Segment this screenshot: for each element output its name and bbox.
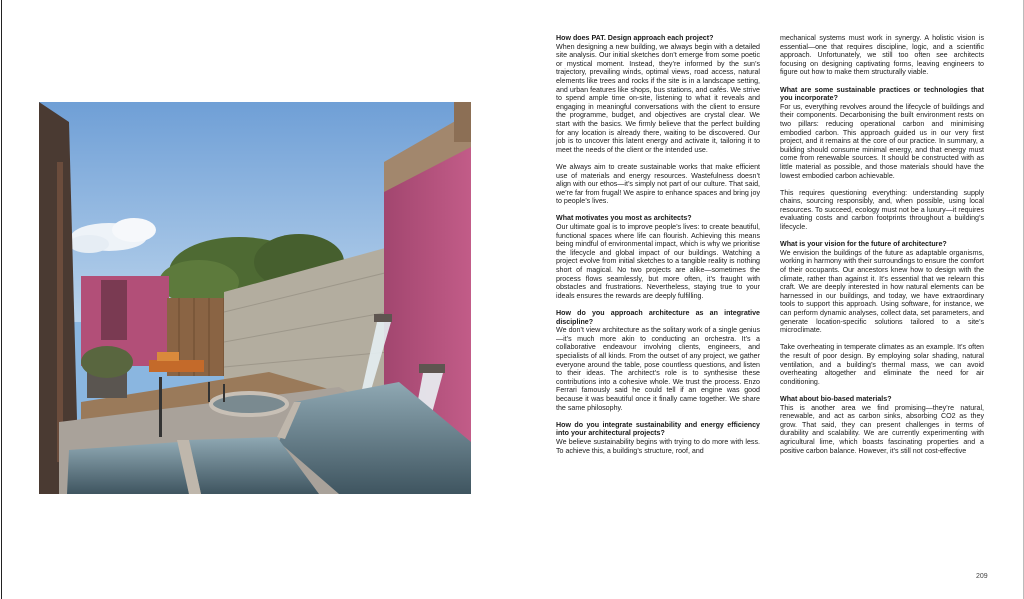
body-paragraph: When designing a new building, we always begin with a detailed site analysis. Our initial sketches don’t emerge from some poetic or mystical moment. Instead, they’re informed by the sun’s trajectory, prevailing winds, optimal views, road access, natural elements like trees and rocks if the site is in a landscape setting, and urban features like shops, bus stations, and cafés. We strive to spend ample time on-site, listening to what it reveals and engaging in meaningful conversations with the client to ensure the programme, budget, and objectives are crystal clear. We start with the basics. We firmly believe that the perfect building for any location is already there, waiting to be discovered. Our job is to uncover this latent energy and activate it, tailoring it to meet the needs of the client or the intended use. [556, 42, 760, 154]
courtyard-photo-illustration [39, 102, 471, 494]
body-paragraph: mechanical systems must work in synergy. A holistic vision is essential—one that requires discipline, logic, and a scientific approach. Unfortunately, we still too often see architects focusing on designing captivating forms, leaving engineers to figure out how to make them structurally viable. [780, 34, 984, 77]
question-heading: What are some sustainable practices or technologies that you incorporate? [780, 85, 984, 103]
body-paragraph: Take overheating in temperate climates as an example. It’s often the result of poor design. By employing solar shading, natural ventilation, and a building’s thermal mass, we can avoid overheating altogether and eliminate the need for air conditioning. [780, 343, 984, 386]
question-heading: How do you approach architecture as an integrative discipline? [556, 309, 760, 326]
body-paragraph: This is another area we find promising—they’re natural, renewable, and act as carbon sinks, absorbing CO2 as they grow. That said, they can present challenges in terms of durability and scalability. We are currently experimenting with agricultural lime, which boasts fascinating properties and a positive carbon balance. However, it’s still not cost-effective [780, 403, 984, 455]
body-paragraph: We always aim to create sustainable works that make efficient use of materials and energy resources. Wastefulness doesn’t align with our ethos—it’s simply not part of our culture. That said, we’re far from frugal! We aspire to enhance spaces and bring joy to people’s lives. [556, 162, 760, 206]
question-heading: How does PAT. Design approach each project? [556, 34, 714, 42]
question-heading: How do you integrate sustainability and energy efficiency into your architectural projects? [556, 420, 760, 438]
text-column-right [780, 34, 984, 455]
body-paragraph: We envision the buildings of the future as adaptable organisms, working in harmony with their surroundings to ensure the comfort of their occupants. Our ancestors knew how to design with the climate, rather than against it. It’s essential that we relearn this craft. We are deeply interested in how natural elements can be harnessed in our buildings, and today, we have extraordinary tools to support this approach. Using software, for instance, we can perform dynamic analyses, collect data, set parameters, and generate location-specific solutions tailored to a site’s microclimate. [780, 248, 984, 335]
body-paragraph: We believe sustainability begins with trying to do more with less. To achieve this, a building’s structure, roof, and [556, 437, 760, 455]
page-number: 209 [976, 573, 988, 580]
body-paragraph: We don’t view architecture as the solitary work of a single genius—it’s much more akin to conducting an orchestra. It’s a collaborative endeavour involving clients, engineers, and specialists of all kinds. From the outset of any project, we gather everyone around the table, pose countless questions, and listen to their ideas. The architect’s role is to synthesise these contributions into a cohesive whole. We trust the process. Enzo Ferrari famously said he could tell if an engine was good because it was beautiful once it finally came together. We share the same philosophy. [556, 326, 760, 412]
body-paragraph: Our ultimate goal is to improve people’s lives: to create beautiful, functional spaces where life can flourish. Achieving this means being mindful of environmental impact, which is why we prioritise the lifecycle and global impact of our buildings. Watching a project evolve from initial sketches to a tangible reality is nothing short of magical. No two projects are alike—sometimes the process flows seamlessly, but more often, it’s fraught with obstacles and frustrations. Nevertheless, staying true to your ideals ensures the rewards are deeply fulfilling. [556, 223, 760, 300]
question-heading: What motivates you most as architects? [556, 214, 692, 223]
body-paragraph: For us, everything revolves around the lifecycle of buildings and their components. Decarbonising the built environment rests on two pillars: reducing operational carbon and minimising embodied carbon. This approach guided us in our very first project, and it remains at the core of our practice. In summary, a building should consume minimal energy, and that energy must come from renewable sources. It should be constructed with as little material as possible, and those materials should have the lowest embodied carbon achievable. [780, 102, 984, 180]
page-fold-line [1, 0, 2, 599]
question-heading: What about bio-based materials? [780, 394, 892, 403]
text-column-left [556, 34, 760, 455]
courtyard-photo [39, 102, 471, 494]
body-paragraph: This requires questioning everything: understanding supply chains, sourcing responsibly, and, when possible, using local resources. To succeed, ecology must not be a luxury—it requires evaluating costs and carbon footprints throughout a building’s lifecycle. [780, 188, 984, 232]
question-heading: What is your vision for the future of architecture? [780, 240, 947, 249]
